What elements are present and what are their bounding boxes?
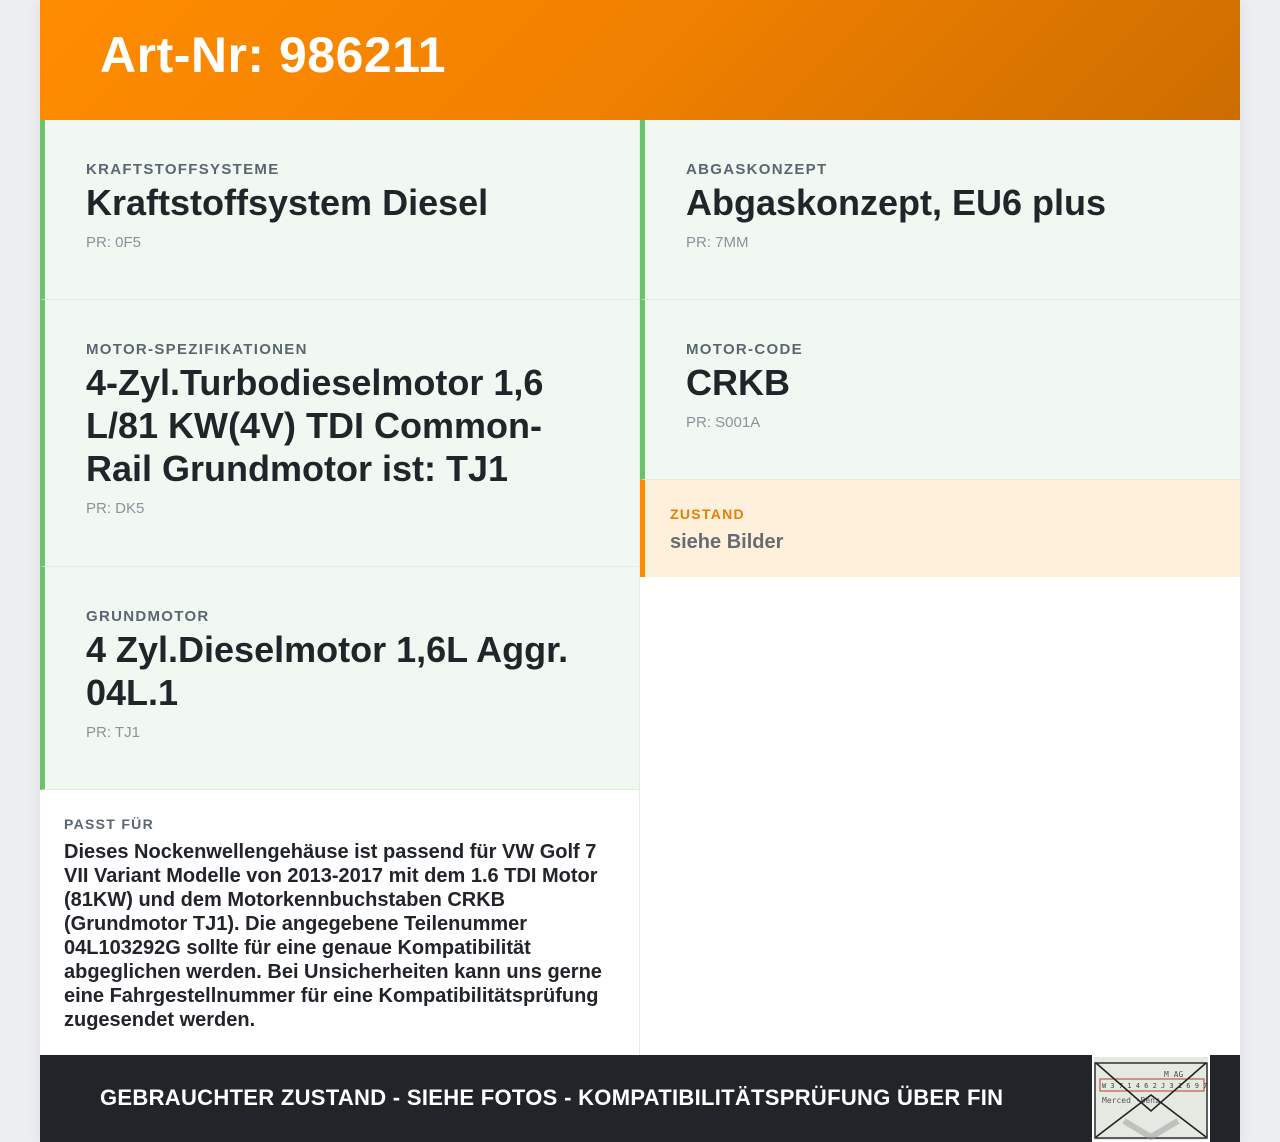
spec-value: Abgaskonzept, EU6 plus	[686, 182, 1107, 223]
thumb-line-2: W 3 7 1 4 6 2 J 3 1 6 9 7	[1102, 1082, 1208, 1090]
spec-value: 4 Zyl.Dieselmotor 1,6L Aggr. 04L.1	[86, 629, 569, 713]
spec-label: ABGASKONZEPT	[686, 161, 828, 178]
spec-label: KRAFTSTOFFSYSTEME	[86, 161, 280, 178]
spec-label: MOTOR-SPEZIFIKATIONEN	[86, 341, 308, 358]
spec-pr-code: PR: S001A	[686, 414, 761, 431]
fits-section	[40, 790, 640, 1055]
spec-card-emission-concept	[640, 120, 1240, 300]
fits-description: Dieses Nockenwellengehäuse ist passend für VW Golf 7 VII Variant Modelle von 2013-2017 mit dem 1.6 TDI Motor (81KW) und dem Motorkennbuchstaben CRKB (Grundmotor TJ1). Die angegebene Teilenummer 04L103292G sollte für eine genaue Kompatibilität abgeglichen werden. Bei Unsicherheiten kann uns gerne eine Fahrgestellnummer für eine Kompatibilitätsprüfung zugesendet werden.	[64, 841, 602, 1031]
header-bar	[40, 0, 1240, 120]
spec-pr-code: PR: 0F5	[86, 234, 142, 251]
footer-banner-text: GEBRAUCHTER ZUSTAND - SIEHE FOTOS - KOMPATIBILITÄTSPRÜFUNG ÜBER FIN	[100, 1085, 1004, 1110]
document-thumbnail-icon	[1094, 1057, 1208, 1140]
spec-value: Kraftstoffsystem Diesel	[86, 182, 489, 223]
spec-card-fuel-system	[40, 120, 640, 300]
spec-label: MOTOR-CODE	[686, 341, 803, 358]
spec-value: 4-Zyl.Turbodieselmotor 1,6 L/81 KW(4V) TDI Common-Rail Grundmotor ist: TJ1	[86, 362, 544, 489]
thumb-line-1: M AG	[1164, 1070, 1184, 1079]
spec-card-base-engine	[40, 567, 640, 790]
fits-label: PASST FÜR	[64, 816, 154, 832]
left-column	[40, 120, 640, 1055]
product-sheet	[40, 0, 1240, 1142]
right-column	[640, 120, 1240, 577]
spec-card-engine-specs	[40, 300, 640, 567]
article-number-title: Art-Nr: 986211	[100, 27, 447, 83]
footer-bar	[40, 1055, 1240, 1142]
spec-label: GRUNDMOTOR	[86, 608, 210, 625]
vehicle-document-thumbnail[interactable]	[1092, 1055, 1210, 1142]
condition-label: ZUSTAND	[670, 506, 745, 522]
spec-card-engine-code	[640, 300, 1240, 480]
spec-pr-code: PR: TJ1	[86, 724, 140, 741]
condition-value: siehe Bilder	[670, 531, 784, 553]
spec-value: CRKB	[686, 362, 790, 403]
condition-card	[640, 480, 1240, 577]
thumb-line-3: Merced -Benz	[1102, 1096, 1160, 1105]
spec-pr-code: PR: DK5	[86, 500, 145, 517]
spec-pr-code: PR: 7MM	[686, 234, 749, 251]
